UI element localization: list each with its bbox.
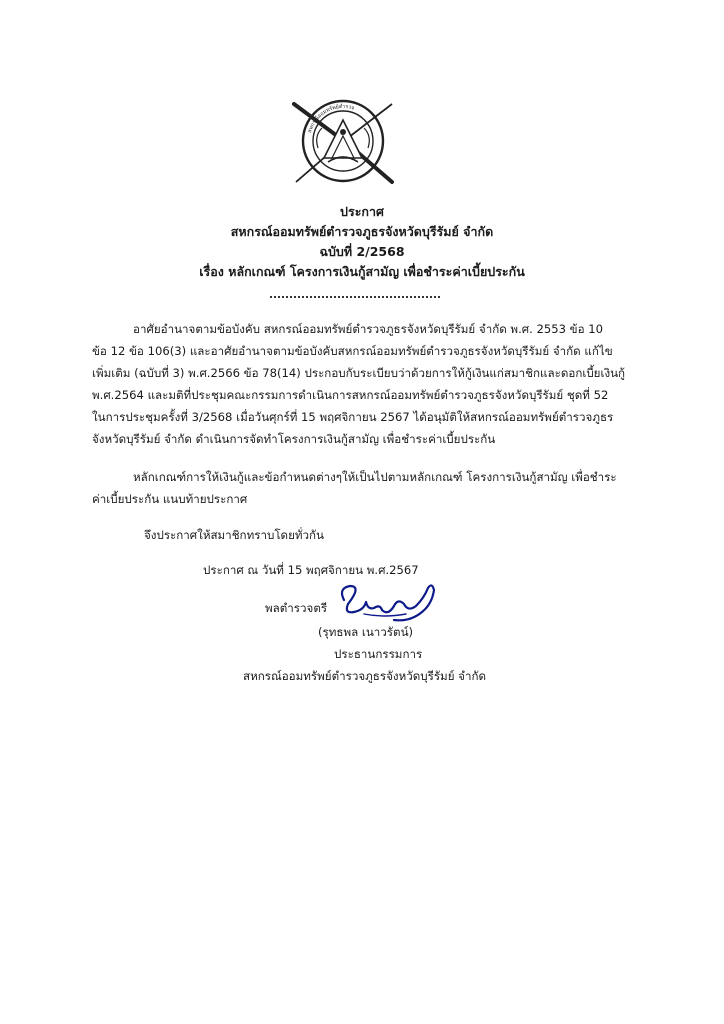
subject-heading: เรื่อง หลักเกณฑ์ โครงการเงินกู้สามัญ เพื่อชำระค่าเบี้ยประกัน (199, 264, 525, 279)
organization-name: สหกรณ์ออมทรัพย์ตำรวจภูธรจังหวัดบุรีรัมย์ จำกัด (230, 224, 494, 239)
paragraph-2-line-1: หลักเกณฑ์การให้เงินกู้และข้อกำหนดต่างๆให้เป็นไปตามหลักเกณฑ์ โครงการเงินกู้สามัญ เพื่อชำระ (133, 470, 617, 484)
date-line: ประกาศ ณ วันที่ 15 พฤศจิกายน พ.ศ.2567 (203, 563, 419, 577)
signer-name: (รุทธพล เนาวรัตน์) (318, 625, 414, 639)
announcement-label: ประกาศ (340, 204, 384, 219)
paragraph-1-line-5: ในการประชุมครั้งที่ 3/2568 เมื่อวันศุกร์ที่ 15 พฤศจิกายน 2567 ได้อนุมัติให้สหกรณ์ออมทรัพย์ตำรวจภูธร (92, 410, 614, 424)
paragraph-2-line-2: ค่าเบี้ยประกัน แนบท้ายประกาศ (92, 492, 248, 506)
issue-number: ฉบับที่ 2/2568 (319, 244, 405, 259)
signer-rank: พลตำรวจตรี (265, 601, 328, 615)
signer-position: ประธานกรรมการ (334, 647, 423, 661)
paragraph-1-line-6: จังหวัดบุรีรัมย์ จำกัด ดำเนินการจัดทำโครงการเงินกู้สามัญ เพื่อชำระค่าเบี้ยประกัน (92, 432, 496, 446)
svg-text:สหกรณ์ออมทรัพย์ตำรวจ: สหกรณ์ออมทรัพย์ตำรวจ (307, 103, 355, 134)
closing-statement: จึงประกาศให้สมาชิกทราบโดยทั่วกัน (144, 528, 324, 542)
signer-organization: สหกรณ์ออมทรัพย์ตำรวจภูธรจังหวัดบุรีรัมย์ จำกัด (243, 669, 487, 683)
paragraph-1-line-1: อาศัยอำนาจตามข้อบังคับ สหกรณ์ออมทรัพย์ตำรวจภูธรจังหวัดบุรีรัมย์ จำกัด พ.ศ. 2553 ข้อ 10 (133, 322, 604, 336)
paragraph-1-line-3: เพิ่มเติม (ฉบับที่ 3) พ.ศ.2566 ข้อ 78(14) ประกอบกับระเบียบว่าด้วยการให้กู้เงินแก่สมาชิกและดอกเบี้ยเงินกู้ (92, 366, 626, 380)
paragraph-1-line-4: พ.ศ.2564 และมติที่ประชุมคณะกรรมการดำเนินการสหกรณ์ออมทรัพย์ตำรวจภูธรจังหวัดบุรีรัมย์ ชุดที่ 52 (92, 388, 609, 402)
cooperative-seal-logo (288, 86, 398, 196)
paragraph-1-line-2: ข้อ 12 ข้อ 106(3) และอาศัยอำนาจตามข้อบังคับสหกรณ์ออมทรัพย์ตำรวจภูธรจังหวัดบุรีรัมย์ จำกัด แก้ไข (92, 344, 613, 358)
dotted-divider (270, 296, 440, 298)
